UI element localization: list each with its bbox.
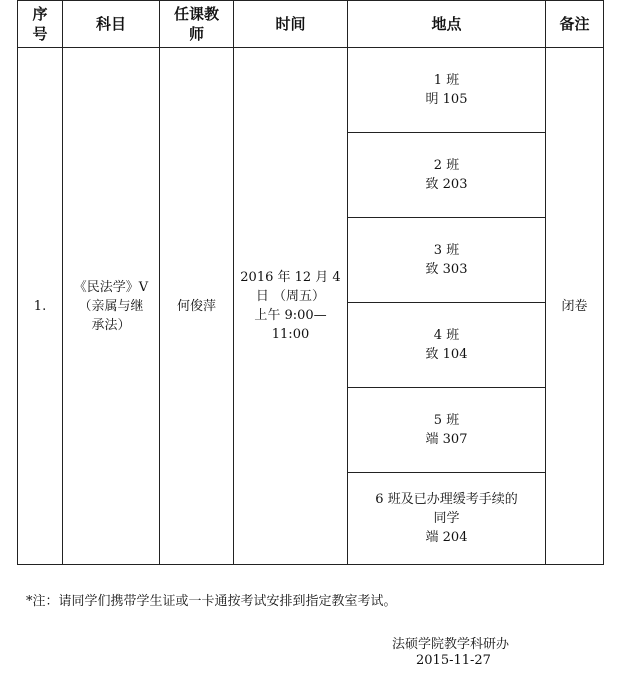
header-row <box>18 1 604 48</box>
header-teacher <box>160 1 234 48</box>
subject-line3: 承法） <box>91 317 131 333</box>
location-class: 3 班 <box>433 243 460 258</box>
location-room: 端 307 <box>425 432 468 447</box>
location-room: 明 105 <box>425 92 468 107</box>
cell-time <box>234 48 348 565</box>
cell-seq: 1. <box>18 48 63 565</box>
location-cell-3 <box>348 218 546 303</box>
location-cell-4 <box>348 303 546 388</box>
subject-line1: 《民法学》V <box>73 279 149 295</box>
subject-line2: （亲属与继 <box>78 298 144 314</box>
header-teacher-line2: 师 <box>188 25 204 43</box>
cell-subject <box>63 48 160 565</box>
location-room: 端 204 <box>425 530 468 545</box>
signature-date: 2015-11-27 <box>416 653 491 668</box>
header-seq-line2: 号 <box>32 25 48 43</box>
location-cell-5 <box>348 388 546 473</box>
header-subject: 科目 <box>63 1 160 48</box>
cell-teacher: 何俊萍 <box>160 48 234 565</box>
location-room: 致 203 <box>425 177 468 192</box>
signature-office: 法硕学院教学科研办 <box>392 637 510 652</box>
header-teacher-line1: 任课教 <box>173 5 219 23</box>
exam-schedule-table <box>17 0 604 565</box>
location-class: 2 班 <box>433 158 460 173</box>
footnote: *注：请同学们携带学生证或一卡通按考试安排到指定教室考试。 <box>26 594 397 609</box>
time-line2: 日 （周五） <box>255 289 326 304</box>
time-line1: 2016 年 12 月 4 <box>240 270 341 285</box>
location-class: 4 班 <box>433 328 460 343</box>
header-seq <box>18 1 63 48</box>
table-row <box>18 48 604 133</box>
header-remark: 备注 <box>546 1 604 48</box>
time-line4: 11:00 <box>271 327 310 342</box>
header-seq-line1: 序 <box>32 5 48 23</box>
location-cell-6 <box>348 473 546 565</box>
location-room: 致 303 <box>425 262 468 277</box>
location-cell-1 <box>348 48 546 133</box>
header-location: 地点 <box>348 1 546 48</box>
location-class-cont: 同学 <box>433 511 460 526</box>
header-time: 时间 <box>234 1 348 48</box>
time-line3: 上午 9:00— <box>254 308 327 323</box>
cell-remark: 闭卷 <box>546 48 604 565</box>
location-class: 1 班 <box>433 73 460 88</box>
location-cell-2 <box>348 133 546 218</box>
location-class: 5 班 <box>433 413 460 428</box>
location-class: 6 班及已办理缓考手续的 <box>375 492 518 507</box>
location-room: 致 104 <box>425 347 468 362</box>
